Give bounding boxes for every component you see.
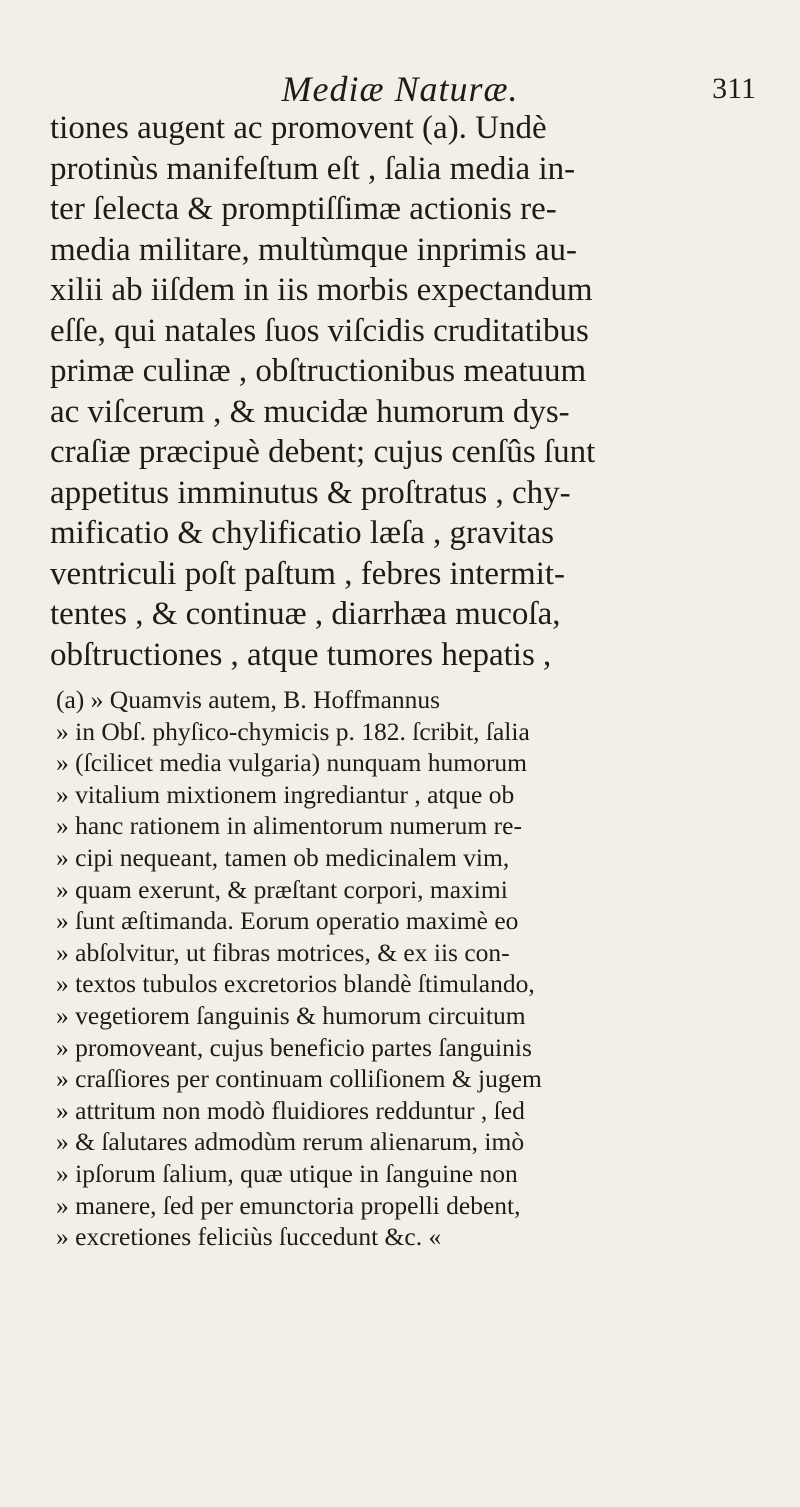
footnote-line: » textos tubulos excretorios blandè ſtimulando, (56, 969, 535, 999)
footnote-line: » vegetiorem ſanguinis & humorum circuitum (56, 1000, 526, 1030)
body-line: ter ſelecta & promptiſſimæ actionis re- (50, 191, 557, 227)
footnote-line: » quam exerunt, & præſtant corpori, maximi (56, 874, 508, 904)
page-number: 311 (712, 72, 756, 105)
footnote-line: » hanc rationem in alimentorum numerum re- (56, 811, 522, 841)
body-line: primæ culinæ , obſtructionibus meatuum (50, 353, 587, 389)
body-line: ventriculi poſt paſtum , febres intermit- (50, 555, 566, 592)
footnote-line: » (ſcilicet media vulgaria) nunquam humorum (56, 748, 527, 778)
footnote-line: » vitalium mixtionem ingrediantur , atque ob (56, 779, 515, 809)
footnote-line: » abſolvitur, ut fibras motrices, & ex iis con- (56, 937, 510, 967)
footnote-line: » promoveant, cujus beneficio partes ſanguinis (56, 1032, 532, 1062)
body-line: tentes , & continuæ , diarrhæa mucoſa, (50, 596, 561, 632)
footnote-line: » ſunt æſtimanda. Eorum operatio maximè eo (56, 906, 519, 936)
body-line: ac viſcerum , & mucidæ humorum dys- (50, 393, 570, 430)
footnote-line: » excretiones feliciùs ſuccedunt &c. « (56, 1222, 442, 1252)
page-header (0, 68, 800, 108)
body-line: appetitus imminutus & proſtratus , chy- (50, 474, 571, 511)
footnote (56, 684, 776, 1253)
footnote-line: » ipſorum ſalium, quæ utique in ſanguine non (56, 1158, 518, 1188)
body-line: protinùs manifeſtum eſt , ſalia media in- (50, 150, 576, 187)
footnote-line: (a) » Quamvis autem, B. Hoffmannus (56, 685, 441, 714)
body-line: eſſe, qui natales ſuos viſcidis cruditatibus (50, 312, 589, 349)
footnote-line: » craſſiores per continuam colliſionem & jugem (56, 1064, 542, 1094)
footnote-line: » cipi nequeant, tamen ob medicinalem vim, (56, 842, 510, 872)
footnote-line: » & ſalutares admodùm rerum alienarum, imò (56, 1127, 525, 1157)
body-line: xilii ab iiſdem in iis morbis expectandum (50, 272, 593, 308)
footnote-line: » attritum non modò fluidiores redduntur , ſed (56, 1095, 525, 1125)
footnote-line: » in Obſ. phyſico-chymicis p. 182. ſcribit, ſalia (56, 716, 530, 746)
body-line: media militare, multùmque inprimis au- (50, 231, 577, 268)
body-text (50, 108, 780, 675)
body-line: craſiæ præcipuè debent; cujus cenſûs ſunt (50, 434, 596, 470)
body-line: obſtructiones , atque tumores hepatis , (50, 636, 552, 673)
running-title: Mediæ Naturæ. (281, 69, 519, 109)
footnote-line: » manere, ſed per emunctoria propelli debent, (56, 1190, 521, 1220)
body-line: tiones augent ac promovent (a). Undè (50, 110, 547, 146)
body-line: mificatio & chylificatio læſa , gravitas (50, 515, 555, 551)
